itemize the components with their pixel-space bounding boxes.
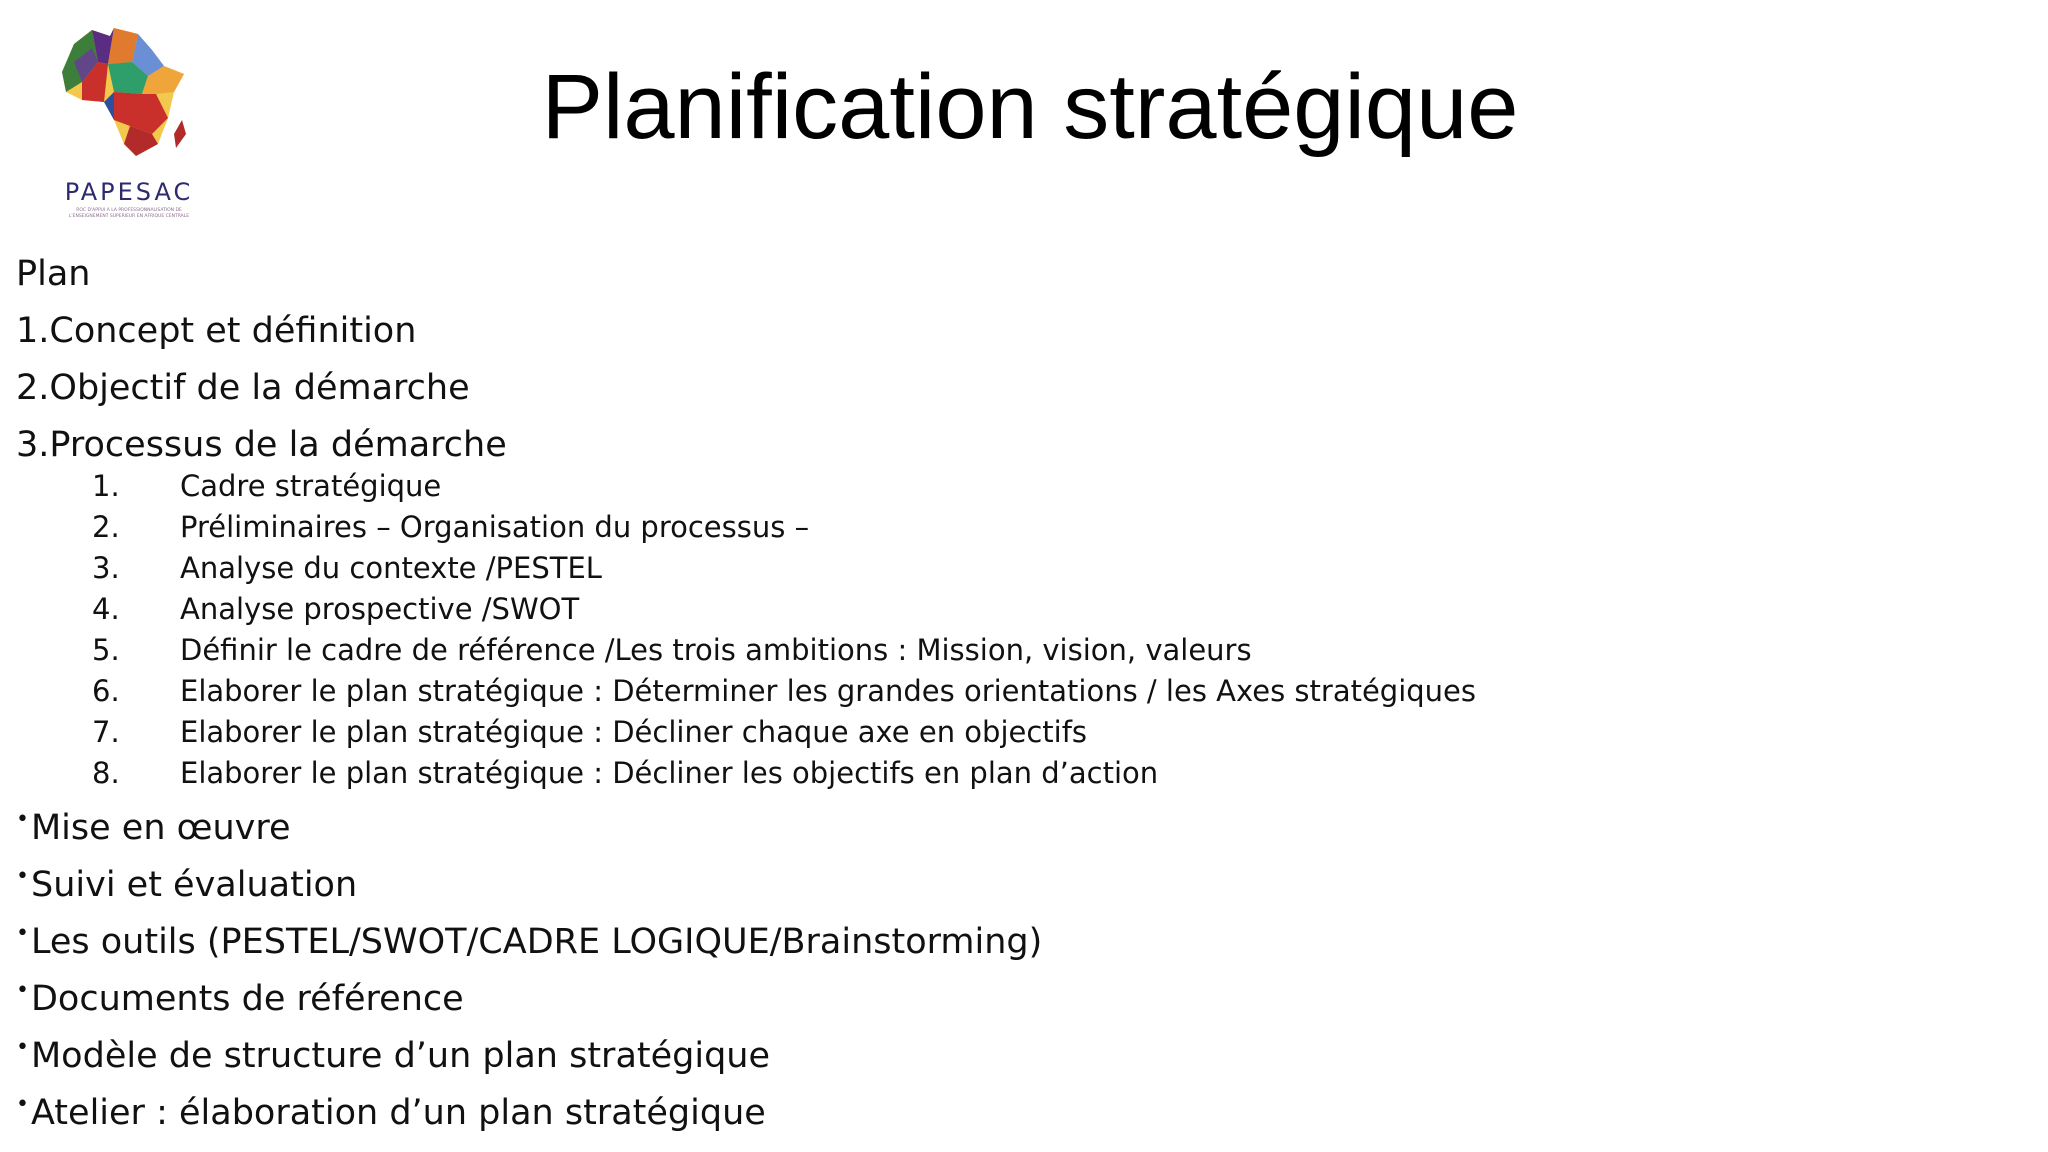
process-step [16, 671, 1976, 712]
logo-name: PAPESAC [64, 178, 194, 206]
bullet-text: Modèle de structure d’un plan stratégique [30, 1036, 771, 1076]
step-number: 3. [92, 551, 120, 585]
bullet-text: Suivi et évaluation [30, 865, 358, 905]
process-steps-list [16, 466, 1976, 794]
process-step [16, 712, 1976, 753]
bullet-icon: • [16, 1035, 29, 1060]
step-text: Définir le cadre de référence /Les trois ambitions : Mission, vision, valeurs [180, 633, 1252, 667]
step-text: Cadre stratégique [180, 469, 442, 503]
section-item: 2.Objectif de la démarche [16, 368, 470, 408]
bullet-icon: • [16, 864, 29, 889]
step-text: Analyse prospective /SWOT [180, 592, 580, 626]
section-item: 1.Concept et définition [16, 311, 417, 351]
africa-map-icon [52, 22, 202, 172]
process-step [16, 630, 1976, 671]
process-step [16, 548, 1976, 589]
bullet-text: Les outils (PESTEL/SWOT/CADRE LOGIQUE/Brainstorming) [30, 922, 1043, 962]
bullet-icon: • [16, 921, 29, 946]
process-step [16, 466, 1976, 507]
bullet-icon: • [16, 807, 29, 832]
bullet-item [16, 1085, 1976, 1142]
step-text: Analyse du contexte /PESTEL [180, 551, 602, 585]
step-number: 5. [92, 633, 120, 667]
bullet-text: Atelier : élaboration d’un plan stratégique [30, 1093, 766, 1133]
papesac-logo [52, 22, 202, 227]
step-number: 7. [92, 715, 120, 749]
bullet-icon: • [16, 1092, 29, 1117]
step-text: Elaborer le plan stratégique : Décliner les objectifs en plan d’action [180, 756, 1159, 790]
process-step [16, 507, 1976, 548]
plan-heading: Plan [16, 254, 91, 294]
bullet-text: Documents de référence [30, 979, 464, 1019]
step-text: Préliminaires – Organisation du processus – [180, 510, 810, 544]
bullet-icon: • [16, 978, 29, 1003]
bullet-item [16, 914, 1976, 971]
process-step [16, 753, 1976, 794]
step-text: Elaborer le plan stratégique : Décliner chaque axe en objectifs [180, 715, 1088, 749]
process-step [16, 589, 1976, 630]
slide-title: Planification stratégique [541, 56, 1519, 158]
step-number: 1. [92, 469, 120, 503]
bullet-item [16, 971, 1976, 1028]
logo-subtitle: ROC D'APPUI A LA PROFESSIONNALISATION DE L'ENSEIGNEMENT SUPERIEUR EN AFRIQUE CENTRALE [68, 208, 190, 219]
step-number: 2. [92, 510, 120, 544]
step-number: 4. [92, 592, 120, 626]
section-item: 3.Processus de la démarche [16, 425, 507, 465]
bullet-item [16, 1028, 1976, 1085]
bullet-item [16, 857, 1976, 914]
bullet-item [16, 800, 1976, 857]
slide-content [16, 246, 1976, 1142]
step-number: 8. [92, 756, 120, 790]
step-text: Elaborer le plan stratégique : Déterminer les grandes orientations / les Axes stratégiques [180, 674, 1477, 708]
bullet-text: Mise en œuvre [30, 808, 291, 848]
step-number: 6. [92, 674, 120, 708]
